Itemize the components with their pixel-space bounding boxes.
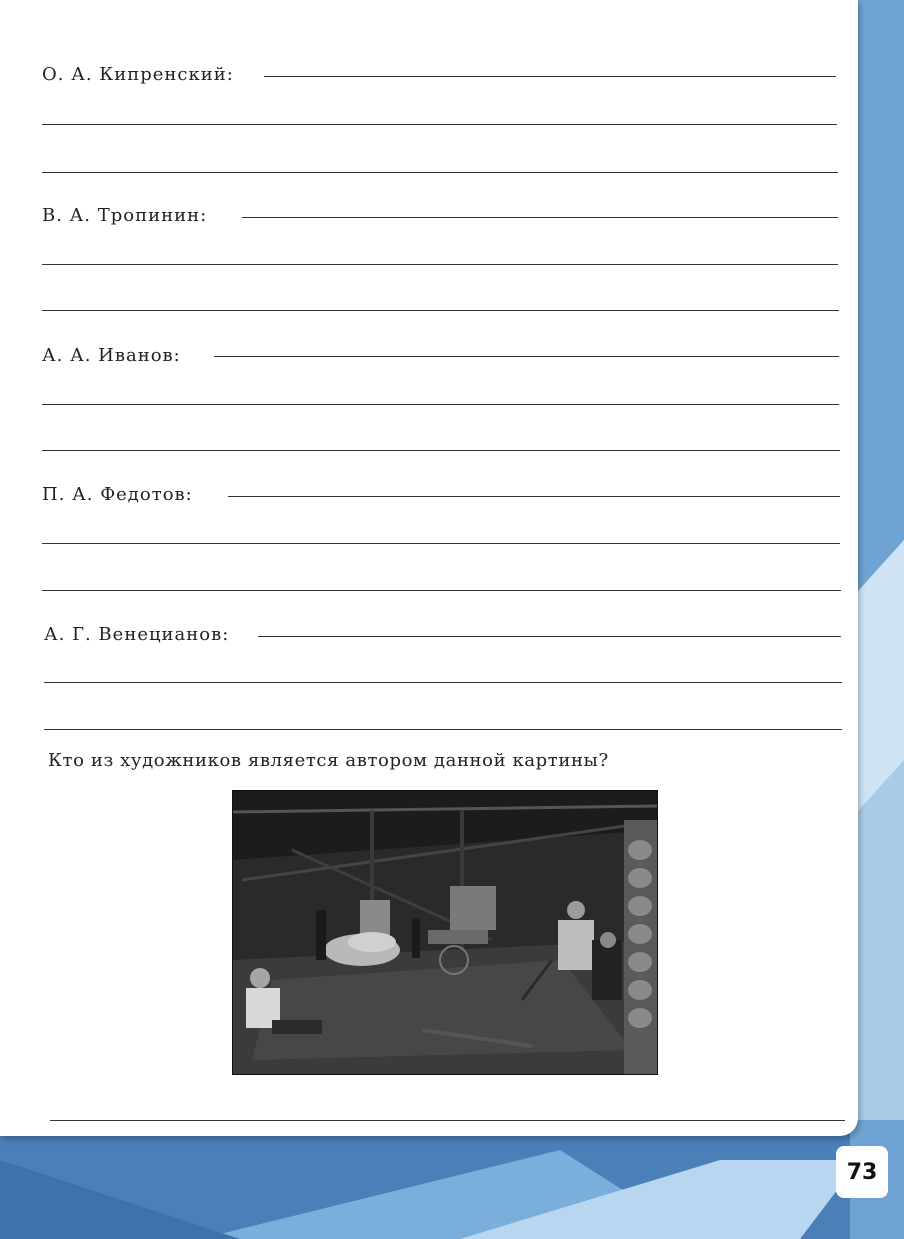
answer-line[interactable] (42, 450, 840, 451)
entry-label-fedotov: П. А. Федотов: (42, 484, 193, 505)
answer-line[interactable] (42, 404, 839, 405)
entry-label-ivanov: А. А. Иванов: (42, 345, 181, 366)
answer-line[interactable] (264, 76, 836, 77)
answer-line[interactable] (258, 636, 841, 637)
answer-line[interactable] (214, 356, 839, 357)
answer-line[interactable] (44, 682, 842, 683)
answer-line[interactable] (42, 590, 841, 591)
page-number: 73 (836, 1146, 888, 1198)
entry-label-tropinin: В. А. Тропинин: (42, 205, 208, 226)
entry-label-venetsianov: А. Г. Венецианов: (44, 624, 230, 645)
entry-label-kiprensky: О. А. Кипренский: (42, 64, 234, 85)
answer-line[interactable] (42, 264, 838, 265)
answer-line[interactable] (242, 217, 838, 218)
answer-line[interactable] (44, 729, 842, 730)
answer-line[interactable] (42, 172, 838, 173)
answer-line[interactable] (50, 1120, 845, 1121)
answer-line[interactable] (42, 310, 839, 311)
painting-image (232, 790, 658, 1075)
answer-line[interactable] (42, 124, 837, 125)
painting-question: Кто из художников является автором данной картины? (48, 750, 609, 771)
answer-line[interactable] (228, 496, 840, 497)
answer-line[interactable] (42, 543, 840, 544)
